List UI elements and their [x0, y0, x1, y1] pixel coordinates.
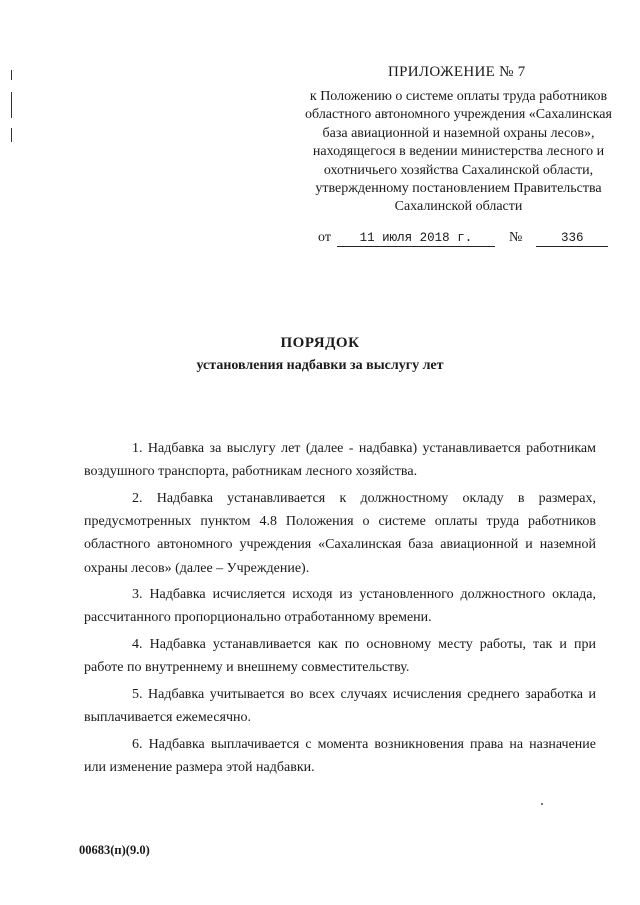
appendix-title: ПРИЛОЖЕНИЕ № 7: [388, 64, 526, 80]
binding-mark: [11, 92, 12, 118]
from-label: от: [318, 230, 331, 245]
appendix-reference: к Положению о системе оплаты труда работников областного автономного учреждения «Сахалинская база авиационной и наземной охраны лесов», находящегося в ведении министерства лесного и охотничьего хозяйства Сахалинской области, утвержденному постановлением Правительства Сахалинской области: [305, 89, 612, 215]
footer-code: 00683(п)(9.0): [79, 843, 150, 857]
paragraph-1: 1. Надбавка за выслугу лет (далее - надбавка) устанавливается работникам воздушного транспорта, работникам лесного хозяйства.: [84, 441, 596, 480]
binding-mark: [11, 70, 12, 80]
paragraph-5: 5. Надбавка учитывается во всех случаях исчисления среднего заработка и выплачивается ежемесячно.: [84, 687, 596, 726]
paragraph-2: 2. Надбавка устанавливается к должностному окладу в размерах, предусмотренных пунктом 4.8 Положения о системе оплаты труда работников областного автономного учреждения «Сахалинская база авиационной и наземной охраны лесов» (далее – Учреждение).: [84, 490, 596, 576]
appendix-signature-line: [318, 229, 618, 247]
paragraph-3: 3. Надбавка исчисляется исходя из установленного должностного оклада, рассчитанного пропорционально отработанному времени.: [84, 587, 596, 626]
binding-mark: [11, 128, 12, 142]
paragraph-6: 6. Надбавка выплачивается с момента возникновения права на назначение или изменение размера этой надбавки.: [84, 736, 596, 776]
document-title: ПОРЯДОК: [280, 335, 360, 351]
paragraph-4: 4. Надбавка устанавливается как по основному месту работы, так и при работе по внутреннему и внешнему совместительству.: [84, 637, 596, 676]
document-subtitle: установления надбавки за выслугу лет: [196, 358, 444, 373]
document-body: [84, 437, 596, 783]
number-label: №: [508, 230, 523, 245]
date-field: 11 июля 2018 г.: [337, 230, 495, 247]
number-field: 336: [536, 230, 608, 247]
scan-speck: [541, 803, 543, 805]
